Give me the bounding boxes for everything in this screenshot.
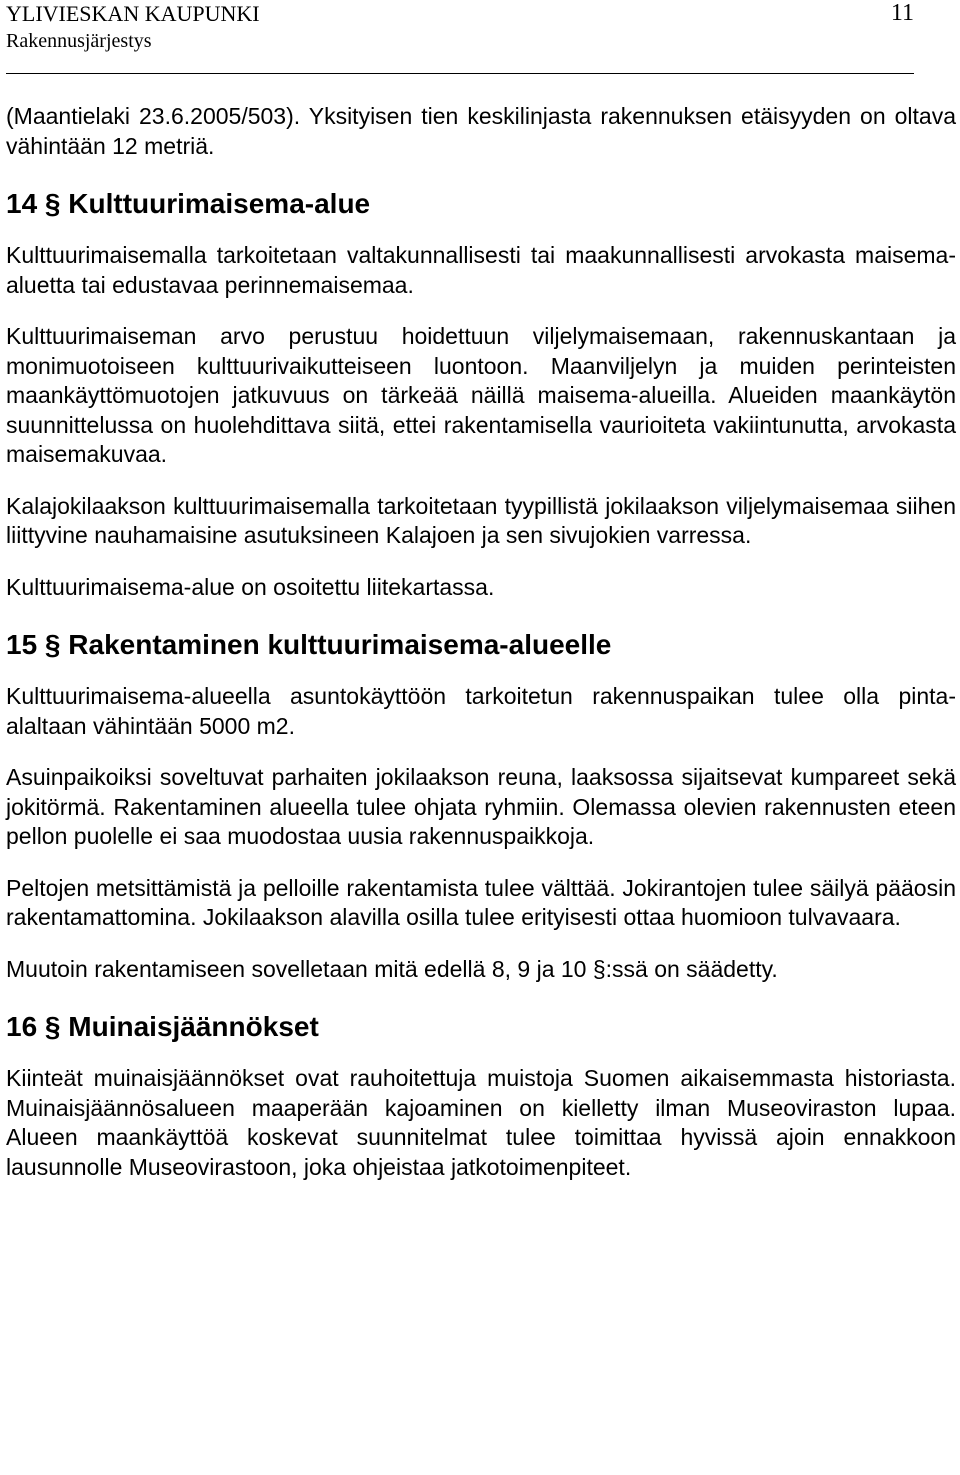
- section-heading: 15 § Rakentaminen kulttuurimaisema-alueelle: [6, 629, 612, 660]
- paragraph: Kulttuurimaisema-alueella asuntokäyttöön tarkoitetun rakennuspaikan tulee olla pinta-alaltaan vähintään 5000 m2.: [6, 683, 956, 739]
- section-heading: 14 § Kulttuurimaisema-alue: [6, 188, 371, 219]
- paragraph: Asuinpaikoiksi soveltuvat parhaiten jokilaakson reuna, laaksossa sijaitsevat kumpareet sekä jokitörmä. Rakentaminen alueella tulee ohjata ryhmiin. Olemassa olevien rakennusten eteen pellon puolelle ei saa muodostaa uusia rakennuspaikkoja.: [6, 764, 956, 849]
- document-title: Rakennusjärjestys: [6, 30, 152, 52]
- section-heading: 16 § Muinaisjäännökset: [6, 1011, 319, 1042]
- paragraph: Kulttuurimaiseman arvo perustuu hoidettuun viljelymaisemaan, rakennuskantaan ja monimuotoiseen kulttuurivaikutteiseen luontoon. Maanviljelyn ja muiden perinteisten maankäyttömuotojen jatkuvuus on tärkeää näillä maisema-alueilla. Alueiden maankäytön suunnittelussa on huolehdittava siitä, ettei rakentamisella vaurioiteta vakiintunutta, arvokasta maisemakuvaa.: [6, 323, 956, 467]
- paragraph: Kulttuurimaisema-alue on osoitettu liitekartassa.: [6, 573, 495, 600]
- paragraph: Kulttuurimaisemalla tarkoitetaan valtakunnallisesti tai maakunnallisesti arvokasta maisema-aluetta tai edustavaa perinnemaisemaa.: [6, 242, 956, 298]
- paragraph: Muutoin rakentamiseen sovelletaan mitä edellä 8, 9 ja 10 §:ssä on säädetty.: [6, 955, 778, 982]
- intro-paragraph: (Maantielaki 23.6.2005/503). Yksityisen tien keskilinjasta rakennuksen etäisyyden on oltava vähintään 12 metriä.: [6, 103, 956, 159]
- section-16: [6, 1010, 956, 1182]
- paragraph: Kiinteät muinaisjäännökset ovat rauhoitettuja muistoja Suomen aikaisemmasta historiasta. Muinaisjäännösalueen maaperään kajoaminen on kielletty ilman Museoviraston lupaa. Alueen maankäyttöä koskevat suunnitelmat tulee toimittaa hyvissä ajoin ennakkoon lausunnolle Museovirastoon, joka ohjeistaa jatkotoimenpiteet.: [6, 1065, 956, 1180]
- section-14: [6, 187, 956, 602]
- page-number: 11: [890, 0, 914, 26]
- paragraph: Kalajokilaakson kulttuurimaisemalla tarkoitetaan tyypillistä jokilaakson viljelymaisemaa siihen liittyvine nauhamaisine asutuksineen Kalajoen ja sen sivujokien varressa.: [6, 492, 956, 548]
- document-body: [6, 102, 956, 1182]
- section-15: [6, 628, 956, 984]
- header-rule: [6, 73, 914, 74]
- organization-name: YLIVIESKAN KAUPUNKI: [6, 1, 260, 26]
- paragraph: Peltojen metsittämistä ja pelloille rakentamista tulee välttää. Jokirantojen tulee säilyä pääosin rakentamattomina. Jokilaakson alavilla osilla tulee erityisesti ottaa huomioon tulvavaara.: [6, 874, 956, 930]
